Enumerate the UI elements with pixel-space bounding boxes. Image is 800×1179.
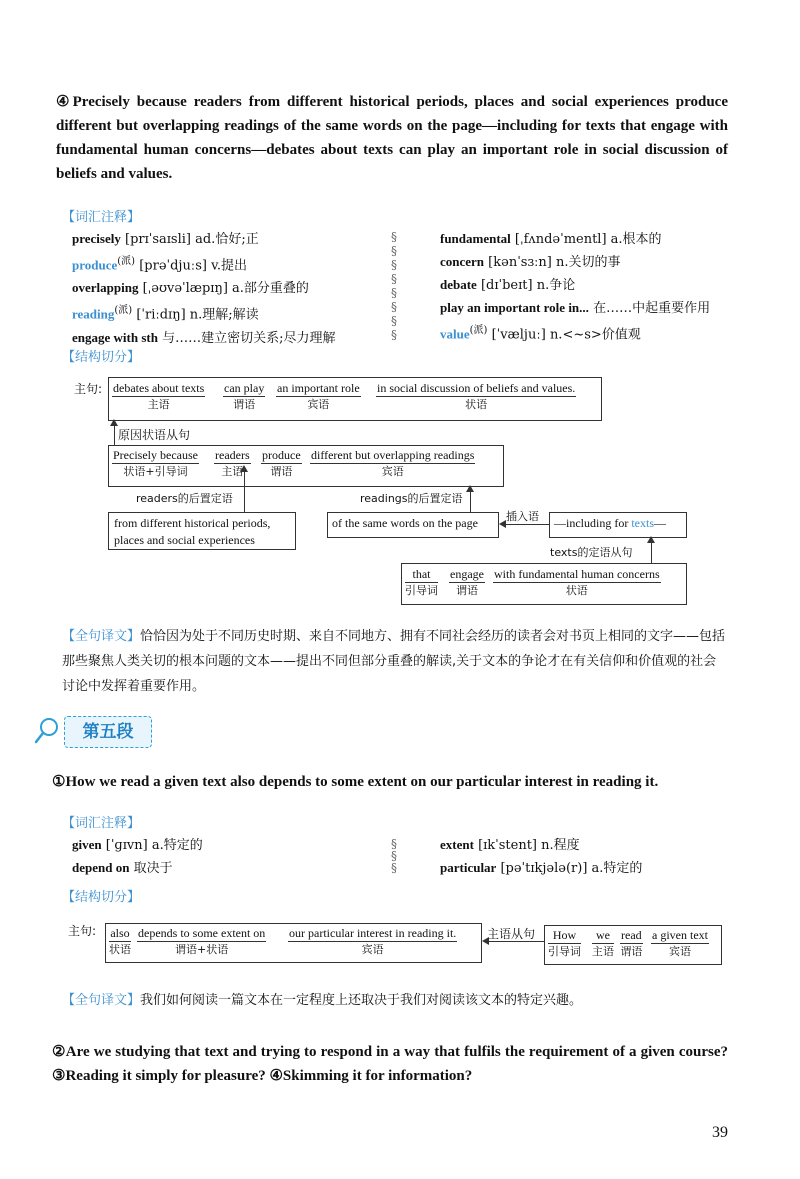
- readers-post-label: readers的后置定语: [136, 492, 233, 505]
- clause-seg-intro: How 引导词: [548, 928, 581, 958]
- page-number: 39: [712, 1124, 728, 1141]
- clause-seg-subject: we 主语: [592, 928, 614, 958]
- vocab-label: 【词汇注释】: [62, 210, 141, 225]
- vocab-word: given: [72, 837, 102, 852]
- main-seg-predicate: can play 谓语: [224, 381, 265, 411]
- vocab-meaning: n.争论: [536, 278, 576, 293]
- vocab-word: precisely: [72, 231, 121, 246]
- sentence-4: ④Precisely because readers from different historical periods, places and social experiences produce different but overlapping readings of the same words on the page—including for texts that engage with fundamental human concerns—debates about texts can play an important role in social discussion of beliefs and values.: [56, 94, 728, 182]
- section-title: 第五段: [64, 716, 152, 748]
- vocab-word: produce: [72, 257, 118, 273]
- main-clause-label: 主句:: [68, 924, 97, 938]
- vocab-ipa: [ˌəʊvəˈlæpɪŋ]: [138, 281, 233, 297]
- vocab-ipa: [ˈɡɪvn]: [101, 838, 152, 853]
- vocab-meaning: ad.恰好;正: [195, 232, 259, 247]
- vocab-word: depend on: [72, 860, 130, 875]
- subject-clause-label: 主语从句: [487, 927, 536, 941]
- column-separator: § § § § § § § §: [391, 230, 397, 342]
- vocab-word: extent: [440, 837, 474, 852]
- vocab-word: overlapping: [72, 280, 139, 296]
- vocab-ipa: [ɪkˈstent]: [473, 838, 542, 853]
- vocab-meaning: a.根本的: [610, 232, 662, 247]
- cause-clause-label: 原因状语从句: [118, 428, 191, 442]
- same-words-text: of the same words on the page: [332, 516, 478, 530]
- derived-badge-icon: (派): [114, 305, 133, 317]
- that-seg-intro: that 引导词: [405, 567, 438, 597]
- vocab-meaning: 在……中起重要作用: [593, 301, 711, 316]
- main-seg-object: our particular interest in reading it. 宾语: [289, 926, 457, 956]
- structure-label: 【结构切分】: [62, 890, 141, 905]
- main-seg-subject: debates about texts 主语: [113, 381, 205, 411]
- main-seg-object: an important role 宾语: [277, 381, 360, 411]
- vocab-word: concern: [440, 254, 485, 269]
- vocab-meaning: a.部分重叠的: [232, 281, 309, 297]
- vocab-meaning: n.理解;解读: [189, 307, 259, 323]
- vocab-ipa: [pəˈtɪkjələ(r)]: [496, 861, 592, 876]
- clause-seg-object: a given text 宾语: [652, 928, 708, 958]
- insertion-label: 插入语: [506, 510, 539, 523]
- sentence-5-2: ②Are we studying that text and trying to respond in a way that fulfils the requirement of a given course? ③Reading it simply for pleasure? ④Skimming it for information?: [52, 1044, 728, 1084]
- column-separator: § § §: [391, 837, 397, 875]
- derived-badge-icon: (派): [117, 256, 136, 267]
- translation-2: 【全句译文】我们如何阅读一篇文本在一定程度上还取决于我们对阅读该文本的特定兴趣。: [62, 993, 583, 1008]
- vocab-word: debate: [440, 277, 477, 292]
- vocab-meaning: v.提出: [211, 258, 248, 274]
- vocab-meaning: 取决于: [133, 861, 173, 876]
- translation-1: 【全句译文】恰恰因为处于不同历史时期、来自不同地方、拥有不同社会经历的读者会对书页上相同的文字——包括那些聚焦人类关切的根本问题的文本——提出不同但部分重叠的解读,关于文本的争论才在有关信仰和价值观的社会讨论中发挥着重要作用。: [62, 629, 726, 694]
- vocab-word: fundamental: [440, 231, 511, 246]
- clause-seg-object: different but overlapping readings 宾语: [311, 448, 475, 478]
- vocab-word: reading: [72, 306, 115, 322]
- from-text: from different historical periods, places and social experiences: [114, 516, 271, 547]
- vocab-meaning: a.特定的: [591, 861, 643, 876]
- that-seg-adverbial: with fundamental human concerns 状语: [494, 567, 660, 597]
- vocab-word: engage with sth: [72, 329, 158, 345]
- clause-seg-intro: Precisely because 状语+引导词: [113, 448, 198, 478]
- vocab-meaning: 与……建立密切关系;尽力理解: [162, 330, 336, 346]
- vocab-ipa: [dɪˈbeɪt]: [476, 278, 537, 293]
- vocab-ipa: [ˈvæljuː]: [487, 327, 550, 343]
- vocab-label: 【词汇注释】: [62, 816, 141, 831]
- main-seg-adverbial: also 状语: [109, 926, 131, 956]
- vocab-meaning: n.程度: [541, 838, 580, 853]
- vocab-ipa: [ˈriːdɪŋ]: [132, 307, 190, 323]
- texts-attr-label: texts的定语从句: [550, 546, 633, 559]
- readings-post-label: readings的后置定语: [360, 492, 463, 505]
- sentence-5-1: ①How we read a given text also depends to some extent on our particular interest in reading it.: [52, 774, 659, 790]
- including-text: —including for texts—: [554, 516, 666, 530]
- vocab-ipa: [ˌfʌndəˈmentl]: [510, 232, 611, 247]
- vocab-ipa: [prəˈdjuːs]: [135, 258, 212, 274]
- clause-seg-predicate: produce 谓语: [262, 448, 301, 478]
- structure-label: 【结构切分】: [62, 350, 141, 365]
- vocab-meaning: a.特定的: [151, 838, 203, 853]
- vocab-word: play an important role in...: [440, 300, 589, 315]
- clause-seg-predicate: read 谓语: [620, 928, 643, 958]
- that-seg-predicate: engage 谓语: [450, 567, 484, 597]
- vocab-ipa: [prɪˈsaɪsli]: [120, 232, 196, 247]
- vocab-word: particular: [440, 860, 497, 875]
- vocab-meaning: n.关切的事: [556, 255, 621, 270]
- main-clause-label: 主句:: [74, 382, 103, 396]
- derived-badge-icon: (派): [469, 325, 488, 336]
- vocab-meaning: n.<~s>价值观: [549, 327, 641, 343]
- vocab-word: value: [440, 326, 470, 342]
- vocab-ipa: [kənˈsɜːn]: [484, 255, 557, 270]
- main-seg-adverbial: in social discussion of beliefs and values. 状语: [377, 381, 576, 411]
- main-seg-predicate: depends to some extent on 谓语+状语: [138, 926, 266, 956]
- clause-seg-subject: readers 主语: [215, 448, 250, 478]
